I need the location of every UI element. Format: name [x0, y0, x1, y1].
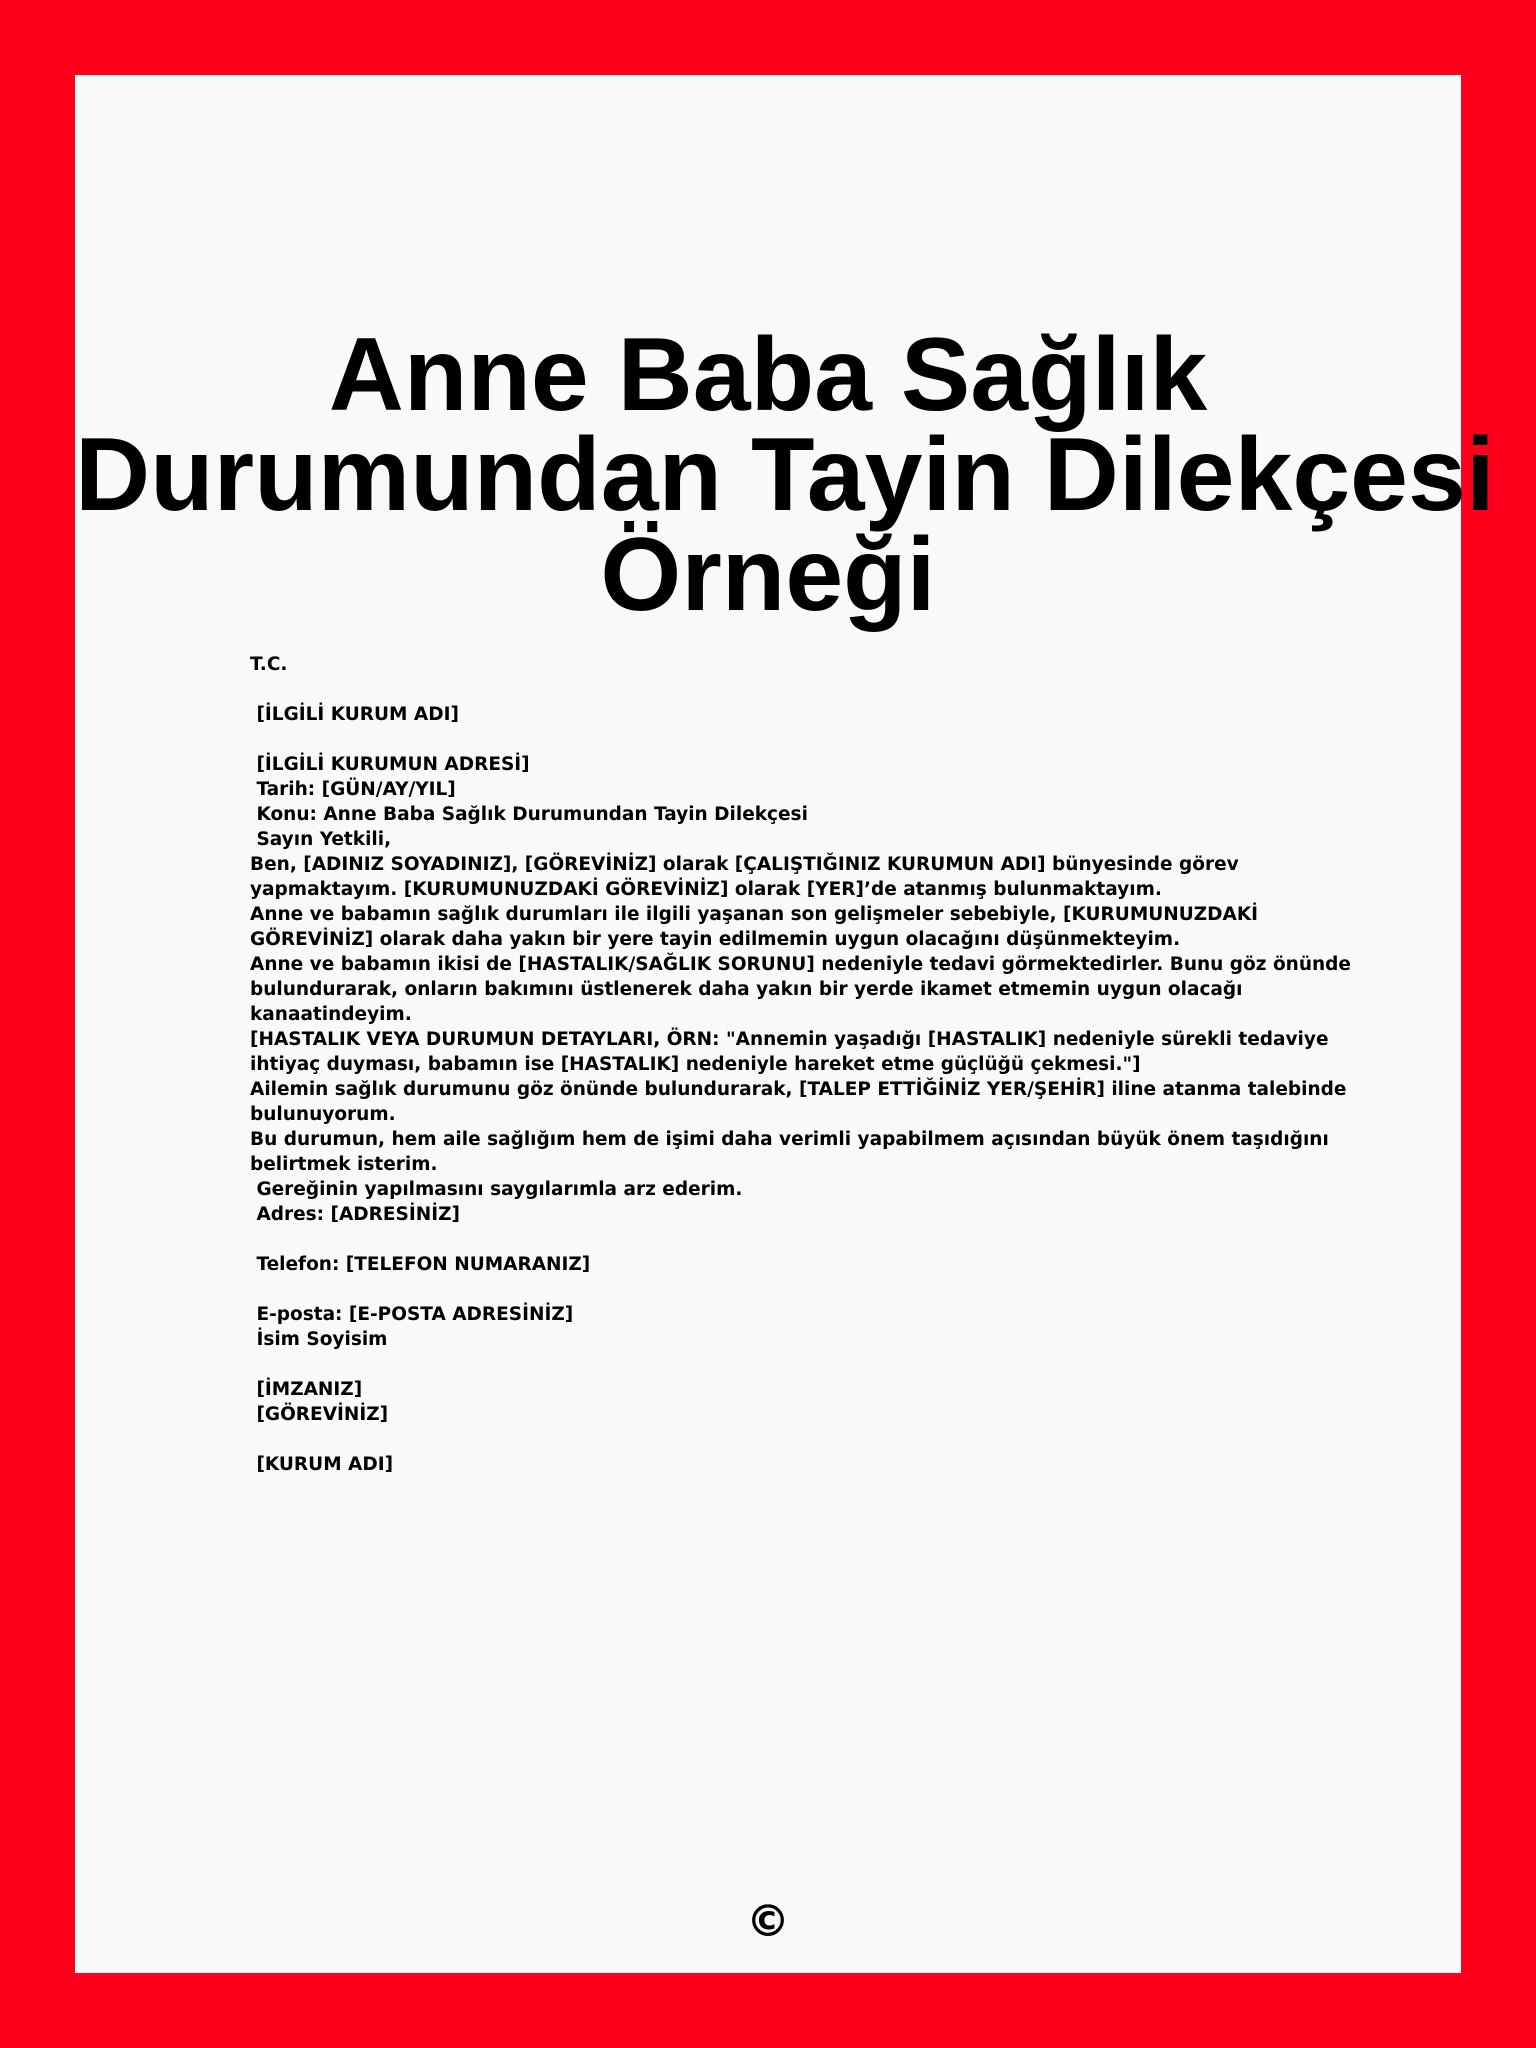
letter-line: T.C. [250, 654, 288, 675]
document-title [75, 317, 1495, 633]
letter-line: [HASTALIK VEYA DURUMUN DETAYLARI, ÖRN: "Annemin yaşadığı [HASTALIK] nedeniyle sürekli tedaviye [250, 1029, 1329, 1050]
letter-line [250, 1277, 1350, 1302]
letter-line: [İLGİLİ KURUMUN ADRESİ] [250, 754, 530, 775]
letter-line [250, 1427, 1350, 1452]
letter-line: Adres: [ADRESİNİZ] [250, 1204, 460, 1225]
letter-line: Bu durumun, hem aile sağlığım hem de işimi daha verimli yapabilmem açısından büyük önem taşıdığını [250, 1129, 1329, 1150]
letter-line: Ben, [ADINIZ SOYADINIZ], [GÖREVİNİZ] olarak [ÇALIŞTIĞINIZ KURUMUN ADI] bünyesinde görev [250, 854, 1239, 875]
letter-line: Ailemin sağlık durumunu göz önünde bulundurarak, [TALEP ETTİĞİNİZ YER/ŞEHİR] iline atanma talebinde [250, 1079, 1347, 1100]
letter-line: [İLGİLİ KURUM ADI] [250, 704, 459, 725]
document-page [75, 75, 1495, 1973]
letter-line: Tarih: [GÜN/AY/YIL] [250, 779, 456, 800]
letter-line: yapmaktayım. [KURUMUNUZDAKİ GÖREVİNİZ] olarak [YER]’de atanmış bulunmaktayım. [250, 879, 1162, 900]
letter-line: Telefon: [TELEFON NUMARANIZ] [250, 1254, 591, 1275]
letter-line: E-posta: [E-POSTA ADRESİNİZ] [250, 1304, 574, 1325]
letter-line: ihtiyaç duyması, babamın ise [HASTALIK] nedeniyle hareket etme güçlüğü çekmesi."] [250, 1054, 1141, 1075]
letter-line: [KURUM ADI] [250, 1454, 394, 1475]
letter-line: [İMZANIZ] [250, 1379, 363, 1400]
copyright-symbol: © [746, 1896, 790, 1947]
letter-line: Konu: Anne Baba Sağlık Durumundan Tayin Dilekçesi [250, 804, 808, 825]
letter-line [250, 677, 1350, 702]
letter-line: kanaatindeyim. [250, 1004, 412, 1025]
letter-line: İsim Soyisim [250, 1329, 388, 1350]
letter-line: bulunuyorum. [250, 1104, 396, 1125]
letter-line: bulundurarak, onların bakımını üstlenerek daha yakın bir yerde ikamet etmemin uygun olacağı [250, 979, 1243, 1000]
letter-line: Anne ve babamın ikisi de [HASTALIK/SAĞLIK SORUNU] nedeniyle tedavi görmektedirler. Bunu göz önünde [250, 954, 1351, 975]
title-line-3: Örneği [600, 517, 936, 633]
petition-letter-body [250, 652, 1350, 1477]
letter-line [250, 1227, 1350, 1252]
title-line-1: Anne Baba Sağlık [328, 317, 1208, 433]
letter-line [250, 727, 1350, 752]
letter-line: [GÖREVİNİZ] [250, 1404, 389, 1425]
letter-line: GÖREVİNİZ] olarak daha yakın bir yere tayin edilmemin uygun olacağını düşünmekteyim. [250, 929, 1181, 950]
title-line-2: Durumundan Tayin Dilekçesi [75, 417, 1495, 533]
letter-line: Gereğinin yapılmasını saygılarımla arz ederim. [250, 1179, 743, 1200]
letter-line: Anne ve babamın sağlık durumları ile ilgili yaşanan son gelişmeler sebebiyle, [KURUMUNUZDAKİ [250, 904, 1259, 925]
letter-line: Sayın Yetkili, [250, 829, 392, 850]
letter-line: belirtmek isterim. [250, 1154, 438, 1175]
letter-line [250, 1352, 1350, 1377]
